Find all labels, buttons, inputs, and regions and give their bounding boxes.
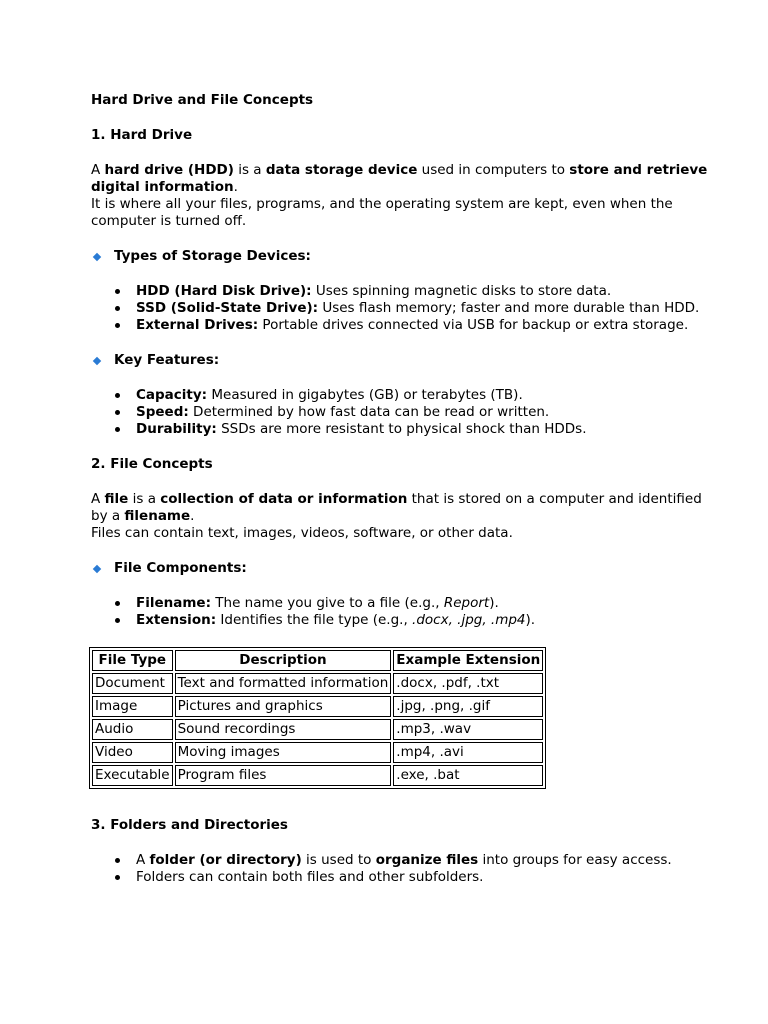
section-heading-hard-drive: 1. Hard Drive — [91, 127, 193, 143]
storage-types-list — [91, 283, 711, 334]
table-cell: Text and formatted information — [175, 673, 392, 694]
document-page — [91, 92, 711, 904]
table-cell: .jpg, .png, .gif — [393, 696, 543, 717]
table-cell: Sound recordings — [175, 719, 392, 740]
list-item: Filename: The name you give to a file (e.g., Report). — [91, 595, 711, 612]
list-item: Durability: SSDs are more resistant to physical shock than HDDs. — [91, 421, 711, 438]
diamond-bullet-icon — [93, 356, 101, 364]
file-components-heading: File Components: — [94, 560, 711, 577]
table-row — [92, 742, 543, 763]
folders-list — [91, 852, 711, 886]
table-cell: .exe, .bat — [393, 765, 543, 786]
document-title: Hard Drive and File Concepts — [91, 92, 314, 108]
hard-drive-intro-line2: It is where all your files, programs, and the operating system are kept, even when the computer is turned off. — [91, 196, 673, 229]
table-cell: Video — [92, 742, 173, 763]
types-of-storage-heading: Types of Storage Devices: — [94, 248, 711, 265]
table-cell: .mp3, .wav — [393, 719, 543, 740]
table-cell: Pictures and graphics — [175, 696, 392, 717]
table-header-row — [92, 650, 543, 671]
table-cell: Image — [92, 696, 173, 717]
list-item: Speed: Determined by how fast data can be read or written. — [91, 404, 711, 421]
table-cell: Audio — [92, 719, 173, 740]
table-cell: .mp4, .avi — [393, 742, 543, 763]
table-cell: Executable — [92, 765, 173, 786]
column-header-example-extension: Example Extension — [393, 650, 543, 671]
table-cell: .docx, .pdf, .txt — [393, 673, 543, 694]
table-row — [92, 673, 543, 694]
list-item: External Drives: Portable drives connected via USB for backup or extra storage. — [91, 317, 711, 334]
list-item: HDD (Hard Disk Drive): Uses spinning magnetic disks to store data. — [91, 283, 711, 300]
list-item: Extension: Identifies the file type (e.g., .docx, .jpg, .mp4). — [91, 612, 711, 629]
list-item: SSD (Solid-State Drive): Uses flash memory; faster and more durable than HDD. — [91, 300, 711, 317]
table-row — [92, 719, 543, 740]
column-header-file-type: File Type — [92, 650, 173, 671]
list-item: A folder (or directory) is used to organize files into groups for easy access. — [91, 852, 711, 869]
table-row — [92, 696, 543, 717]
table-cell: Moving images — [175, 742, 392, 763]
key-features-list — [91, 387, 711, 438]
column-header-description: Description — [175, 650, 392, 671]
section-heading-folders: 3. Folders and Directories — [91, 817, 288, 833]
list-item: Capacity: Measured in gigabytes (GB) or terabytes (TB). — [91, 387, 711, 404]
diamond-bullet-icon — [93, 564, 101, 572]
table-row — [92, 765, 543, 786]
hard-drive-intro: A hard drive (HDD) is a data storage device used in computers to store and retrieve digital information. It is where all your files, programs, and the operating system are kept, even when the computer is turned off. — [91, 162, 708, 229]
file-components-list — [91, 595, 711, 629]
file-concepts-intro: A file is a collection of data or information that is stored on a computer and identified by a filename. Files can contain text, images, videos, software, or other data. — [91, 491, 702, 541]
file-concepts-intro-line2: Files can contain text, images, videos, software, or other data. — [91, 525, 513, 541]
file-types-table — [89, 647, 546, 789]
key-features-heading: Key Features: — [94, 352, 711, 369]
table-cell: Document — [92, 673, 173, 694]
table-cell: Program files — [175, 765, 392, 786]
list-item: Folders can contain both files and other subfolders. — [91, 869, 711, 886]
section-heading-file-concepts: 2. File Concepts — [91, 456, 213, 472]
diamond-bullet-icon — [93, 252, 101, 260]
